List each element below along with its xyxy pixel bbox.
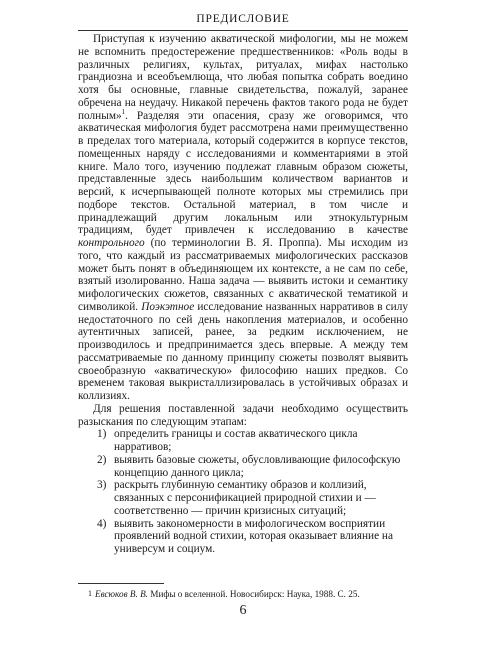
paragraph-intro-part4: исследование названных нарративов в силу недостаточного по сей день накопления материалов, и особенно аутентичных записей, ранее, за редким исключением, не производилось и предпринимается здесь впервые. А между тем рассматриваемые по данному принципу сюжеты позволят выявить своеобразную «акватическую» философию наших предков. Со временем таковая выкристаллизировалась в устойчивых образах и коллизиях. xyxy=(78,300,409,402)
list-item-number: 2) xyxy=(97,453,107,466)
list-item xyxy=(78,518,408,556)
body-text xyxy=(78,33,408,556)
paragraph-intro xyxy=(78,33,408,403)
list-item-number: 3) xyxy=(97,479,107,492)
list-item-text: раскрыть глубинную семантику образов и коллизий, связанных с персонификацией природной стихии и — соответственно — причин кризисных ситуаций; xyxy=(114,479,376,517)
footnote xyxy=(78,588,408,600)
page-number: 6 xyxy=(239,603,247,618)
list-item xyxy=(78,428,408,454)
paragraph-tasks: Для решения поставленной задачи необходимо осуществить разыскания по следующим этапам: xyxy=(78,402,408,428)
footnote-text: Мифы о вселенной. Новосибирск: Наука, 1988. С. 25. xyxy=(147,589,360,599)
list-item-text: определить границы и состав акватического цикла нарративов; xyxy=(114,428,358,453)
paragraph-intro-part1: Приступая к изучению акватической мифологии, мы не можем не вспомнить предостережение предшественников: «Роль воды в различных религиях, культах, ритуалах, мифах настолько грандиозна и всеобъемлюща, что любая попытка собрать воедино хотя бы основные, главные свидетельства, пожалуй, заранее обречена на неудачу. Никакой перечень фактов такого рода не будет полным» xyxy=(78,33,408,122)
footnote-reference: 1 xyxy=(121,107,126,116)
list-item-number: 4) xyxy=(97,517,107,530)
list-item-text: выявить закономерности в мифологическом восприятии проявлений водной стихии, которая оказывает влияние на универсум и социум. xyxy=(114,517,393,555)
list-item xyxy=(78,479,408,517)
running-header: ПРЕДИСЛОВИЕ xyxy=(196,13,290,25)
footnote-mark: 1 xyxy=(88,589,92,598)
paragraph-intro-part3: (по терминологии В. Я. Проппа). Мы исходим из того, что каждый из рассматриваемых мифологических рассказов может быть понят в объединяющем их контексте, а не сам по себе, взятый изолированно. Наша задача — выявить истоки и семантику мифологических сюжетов, связанных с акватической тематикой и символикой. xyxy=(78,237,408,313)
list-item-text: выявить базовые сюжеты, обусловливающие философскую концепцию данного цикла; xyxy=(114,453,401,479)
footnote-author: Евсюков В. В. xyxy=(95,589,148,599)
paragraph-intro-part2: . Разделяя эти опасения, сразу же оговоримся, что акватическая мифология будет рассмотрена нами преимущественно в пределах того материала, который содержится в корпусе текстов, помещенных наряду с исследованиями и комментариями в этой книге. Мало того, изучению подлежат главным образом сюжеты, представленные здесь наибольшим количеством вариантов и версий, к исчерпывающей полноте которых мы стремились при подборе текстов. Остальной материал, в том числе и принадлежащий другим локальным или этнокультурным традициям, будет привлечен к исследованию в качестве xyxy=(78,109,408,237)
italic-term: контрольного xyxy=(78,237,145,249)
footnote-rule xyxy=(78,583,164,584)
italic-word: Поэкэтное xyxy=(141,300,195,313)
header-rule xyxy=(78,30,408,31)
list-item xyxy=(78,454,408,480)
steps-list xyxy=(78,428,408,556)
list-item-number: 1) xyxy=(97,428,107,441)
